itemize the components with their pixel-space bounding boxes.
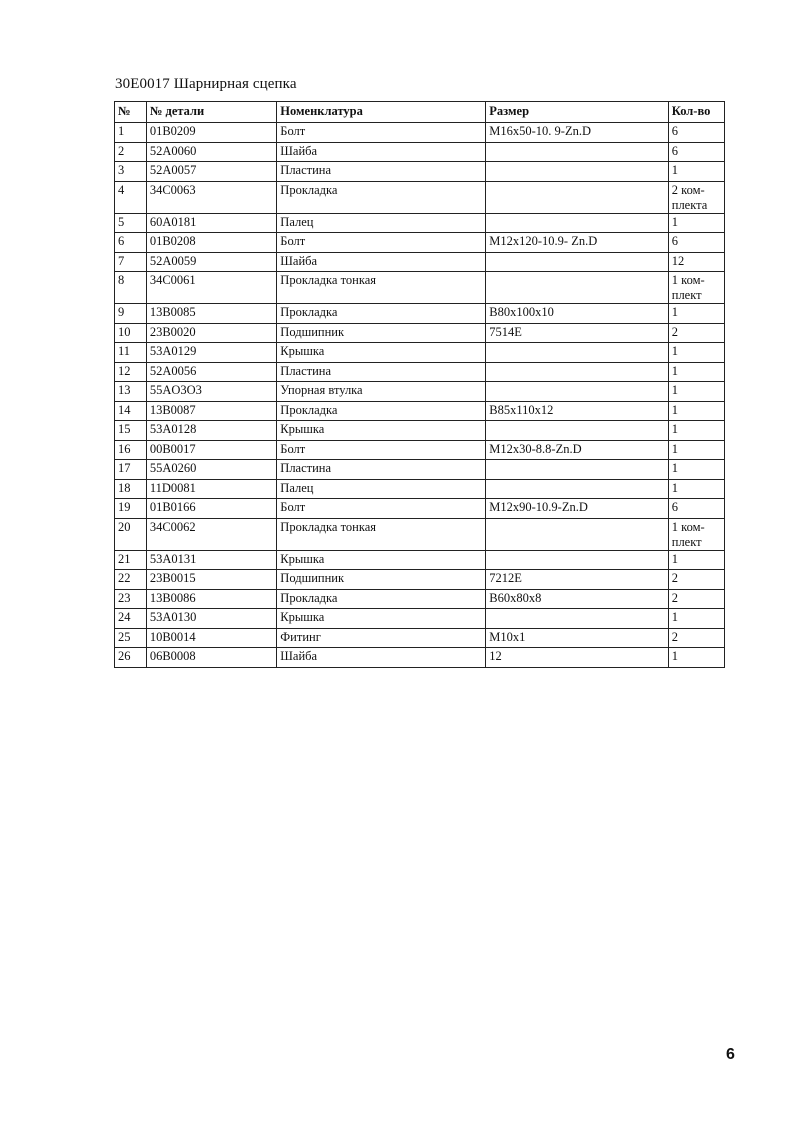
nomenclature-cell: Подшипник bbox=[277, 323, 486, 343]
row-number-cell: 2 bbox=[115, 142, 147, 162]
nomenclature-cell: Пластина bbox=[277, 362, 486, 382]
row-number-cell: 20 bbox=[115, 518, 147, 550]
part-number-cell: 11D0081 bbox=[146, 479, 276, 499]
quantity-cell: 1 bbox=[668, 304, 724, 324]
part-number-cell: 53A0131 bbox=[146, 550, 276, 570]
size-cell bbox=[486, 382, 668, 402]
table-row bbox=[115, 272, 725, 304]
quantity-cell: 1 bbox=[668, 648, 724, 668]
quantity-cell: 1 bbox=[668, 343, 724, 363]
row-number-cell: 1 bbox=[115, 123, 147, 143]
size-cell: M12x120-10.9- Zn.D bbox=[486, 233, 668, 253]
table-header bbox=[115, 102, 725, 123]
nomenclature-cell: Пластина bbox=[277, 460, 486, 480]
header-row bbox=[115, 102, 725, 123]
row-number-cell: 11 bbox=[115, 343, 147, 363]
size-cell bbox=[486, 518, 668, 550]
nomenclature-cell: Крышка bbox=[277, 421, 486, 441]
part-number-cell: 55AO3O3 bbox=[146, 382, 276, 402]
part-number-cell: 53A0130 bbox=[146, 609, 276, 629]
quantity-cell: 1 bbox=[668, 421, 724, 441]
table-row bbox=[115, 142, 725, 162]
size-cell: B60x80x8 bbox=[486, 589, 668, 609]
size-cell bbox=[486, 460, 668, 480]
size-cell: M10x1 bbox=[486, 628, 668, 648]
size-cell bbox=[486, 142, 668, 162]
quantity-cell: 1 bbox=[668, 440, 724, 460]
table-row bbox=[115, 628, 725, 648]
table-row bbox=[115, 213, 725, 233]
part-number-cell: 60A0181 bbox=[146, 213, 276, 233]
table-row bbox=[115, 323, 725, 343]
nomenclature-cell: Болт bbox=[277, 499, 486, 519]
nomenclature-cell: Крышка bbox=[277, 609, 486, 629]
table-row bbox=[115, 440, 725, 460]
nomenclature-cell: Болт bbox=[277, 233, 486, 253]
part-number-cell: 34C0063 bbox=[146, 181, 276, 213]
row-number-cell: 12 bbox=[115, 362, 147, 382]
size-cell bbox=[486, 181, 668, 213]
nomenclature-cell: Болт bbox=[277, 440, 486, 460]
document-title: 30E0017 Шарнирная сцепка bbox=[115, 76, 297, 92]
part-number-cell: 23B0015 bbox=[146, 570, 276, 590]
part-number-cell: 34C0062 bbox=[146, 518, 276, 550]
part-number-cell: 34C0061 bbox=[146, 272, 276, 304]
table-row bbox=[115, 479, 725, 499]
size-cell bbox=[486, 362, 668, 382]
nomenclature-cell: Крышка bbox=[277, 550, 486, 570]
size-cell bbox=[486, 609, 668, 629]
size-cell bbox=[486, 162, 668, 182]
table-row bbox=[115, 252, 725, 272]
size-cell bbox=[486, 343, 668, 363]
table-row bbox=[115, 518, 725, 550]
size-cell: B85x110x12 bbox=[486, 401, 668, 421]
size-cell: M12x90-10.9-Zn.D bbox=[486, 499, 668, 519]
table-row bbox=[115, 609, 725, 629]
quantity-cell: 1 bbox=[668, 609, 724, 629]
size-cell bbox=[486, 550, 668, 570]
part-number-cell: 01B0208 bbox=[146, 233, 276, 253]
nomenclature-cell: Болт bbox=[277, 123, 486, 143]
table-row bbox=[115, 401, 725, 421]
nomenclature-cell: Палец bbox=[277, 479, 486, 499]
quantity-cell: 1 bbox=[668, 162, 724, 182]
table-row bbox=[115, 304, 725, 324]
row-number-cell: 23 bbox=[115, 589, 147, 609]
table-body bbox=[115, 123, 725, 668]
part-number-cell: 06B0008 bbox=[146, 648, 276, 668]
table-row bbox=[115, 589, 725, 609]
quantity-cell: 1 ком- плект bbox=[668, 272, 724, 304]
row-number-cell: 26 bbox=[115, 648, 147, 668]
row-number-cell: 3 bbox=[115, 162, 147, 182]
row-number-cell: 22 bbox=[115, 570, 147, 590]
size-cell: M12x30-8.8-Zn.D bbox=[486, 440, 668, 460]
row-number-cell: 14 bbox=[115, 401, 147, 421]
quantity-cell: 1 bbox=[668, 213, 724, 233]
nomenclature-cell: Прокладка тонкая bbox=[277, 518, 486, 550]
part-number-cell: 52A0057 bbox=[146, 162, 276, 182]
quantity-cell: 2 bbox=[668, 628, 724, 648]
table-row bbox=[115, 499, 725, 519]
quantity-cell: 1 bbox=[668, 401, 724, 421]
nomenclature-cell: Упорная втулка bbox=[277, 382, 486, 402]
part-number-cell: 52A0060 bbox=[146, 142, 276, 162]
part-number-cell: 23B0020 bbox=[146, 323, 276, 343]
size-cell bbox=[486, 272, 668, 304]
table-row bbox=[115, 123, 725, 143]
size-cell: B80x100x10 bbox=[486, 304, 668, 324]
nomenclature-cell: Пластина bbox=[277, 162, 486, 182]
quantity-cell: 6 bbox=[668, 142, 724, 162]
size-cell bbox=[486, 421, 668, 441]
row-number-cell: 7 bbox=[115, 252, 147, 272]
part-number-cell: 13B0087 bbox=[146, 401, 276, 421]
row-number-cell: 5 bbox=[115, 213, 147, 233]
row-number-cell: 6 bbox=[115, 233, 147, 253]
row-number-cell: 15 bbox=[115, 421, 147, 441]
nomenclature-cell: Прокладка bbox=[277, 589, 486, 609]
table-row bbox=[115, 382, 725, 402]
quantity-cell: 1 bbox=[668, 550, 724, 570]
row-number-cell: 24 bbox=[115, 609, 147, 629]
row-number-cell: 13 bbox=[115, 382, 147, 402]
header-size: Размер bbox=[486, 102, 668, 123]
quantity-cell: 6 bbox=[668, 123, 724, 143]
row-number-cell: 16 bbox=[115, 440, 147, 460]
part-number-cell: 53A0128 bbox=[146, 421, 276, 441]
nomenclature-cell: Палец bbox=[277, 213, 486, 233]
row-number-cell: 18 bbox=[115, 479, 147, 499]
nomenclature-cell: Крышка bbox=[277, 343, 486, 363]
row-number-cell: 8 bbox=[115, 272, 147, 304]
table-row bbox=[115, 362, 725, 382]
nomenclature-cell: Подшипник bbox=[277, 570, 486, 590]
part-number-cell: 01B0209 bbox=[146, 123, 276, 143]
header-quantity: Кол-во bbox=[668, 102, 724, 123]
row-number-cell: 19 bbox=[115, 499, 147, 519]
quantity-cell: 6 bbox=[668, 499, 724, 519]
quantity-cell: 2 ком- плекта bbox=[668, 181, 724, 213]
size-cell: 12 bbox=[486, 648, 668, 668]
table-row bbox=[115, 570, 725, 590]
part-number-cell: 10B0014 bbox=[146, 628, 276, 648]
nomenclature-cell: Шайба bbox=[277, 142, 486, 162]
part-number-cell: 01B0166 bbox=[146, 499, 276, 519]
quantity-cell: 2 bbox=[668, 570, 724, 590]
part-number-cell: 53A0129 bbox=[146, 343, 276, 363]
quantity-cell: 2 bbox=[668, 589, 724, 609]
quantity-cell: 1 bbox=[668, 460, 724, 480]
row-number-cell: 25 bbox=[115, 628, 147, 648]
table-row bbox=[115, 162, 725, 182]
quantity-cell: 1 ком- плект bbox=[668, 518, 724, 550]
quantity-cell: 1 bbox=[668, 362, 724, 382]
size-cell bbox=[486, 252, 668, 272]
part-number-cell: 52A0056 bbox=[146, 362, 276, 382]
page-number: 6 bbox=[726, 1046, 735, 1063]
table-row bbox=[115, 421, 725, 441]
part-number-cell: 52A0059 bbox=[146, 252, 276, 272]
header-nomenclature: Номенклатура bbox=[277, 102, 486, 123]
size-cell: M16x50-10. 9-Zn.D bbox=[486, 123, 668, 143]
quantity-cell: 2 bbox=[668, 323, 724, 343]
nomenclature-cell: Шайба bbox=[277, 252, 486, 272]
header-part-number: № детали bbox=[146, 102, 276, 123]
part-number-cell: 13B0086 bbox=[146, 589, 276, 609]
header-number: № bbox=[115, 102, 147, 123]
nomenclature-cell: Фитинг bbox=[277, 628, 486, 648]
nomenclature-cell: Шайба bbox=[277, 648, 486, 668]
row-number-cell: 21 bbox=[115, 550, 147, 570]
size-cell: 7514E bbox=[486, 323, 668, 343]
size-cell bbox=[486, 213, 668, 233]
quantity-cell: 12 bbox=[668, 252, 724, 272]
part-number-cell: 13B0085 bbox=[146, 304, 276, 324]
part-number-cell: 00B0017 bbox=[146, 440, 276, 460]
table-row bbox=[115, 648, 725, 668]
nomenclature-cell: Прокладка bbox=[277, 401, 486, 421]
quantity-cell: 1 bbox=[668, 382, 724, 402]
table-row bbox=[115, 460, 725, 480]
nomenclature-cell: Прокладка тонкая bbox=[277, 272, 486, 304]
quantity-cell: 1 bbox=[668, 479, 724, 499]
parts-table bbox=[114, 101, 725, 668]
nomenclature-cell: Прокладка bbox=[277, 181, 486, 213]
table-row bbox=[115, 343, 725, 363]
row-number-cell: 17 bbox=[115, 460, 147, 480]
part-number-cell: 55A0260 bbox=[146, 460, 276, 480]
table-row bbox=[115, 233, 725, 253]
row-number-cell: 10 bbox=[115, 323, 147, 343]
nomenclature-cell: Прокладка bbox=[277, 304, 486, 324]
quantity-cell: 6 bbox=[668, 233, 724, 253]
table-row bbox=[115, 181, 725, 213]
size-cell bbox=[486, 479, 668, 499]
size-cell: 7212E bbox=[486, 570, 668, 590]
row-number-cell: 9 bbox=[115, 304, 147, 324]
table-row bbox=[115, 550, 725, 570]
row-number-cell: 4 bbox=[115, 181, 147, 213]
